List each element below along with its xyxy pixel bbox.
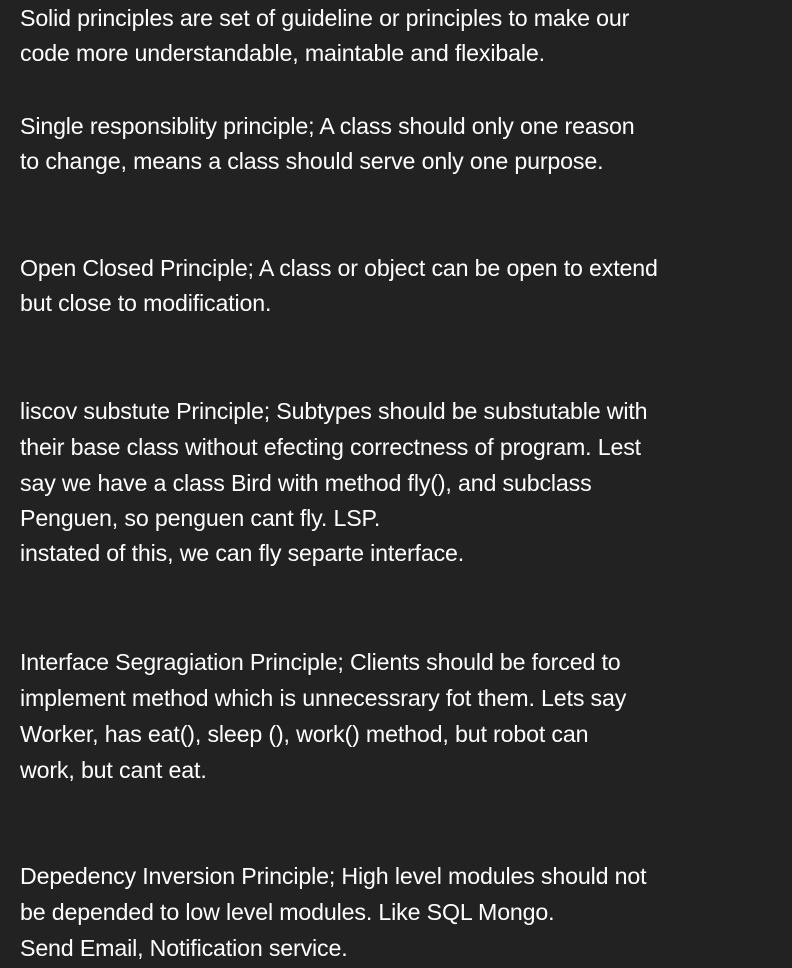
text-line: Send Email, Notification service. <box>20 935 348 961</box>
text-line: say we have a class Bird with method fly(), and subclass <box>20 470 592 496</box>
text-line: Solid principles are set of guideline or principles to make our <box>20 5 630 31</box>
text-line: to change, means a class should serve only one purpose. <box>20 148 604 174</box>
text-line: Open Closed Principle; A class or object can be open to extend <box>20 255 658 281</box>
text-line: instated of this, we can fly separte interface. <box>20 540 465 566</box>
text-line: implement method which is unnecessrary fot them. Lets say <box>20 685 627 711</box>
text-line: be depended to low level modules. Like SQL Mongo. <box>20 899 555 925</box>
text-line: Interface Segragiation Principle; Clients should be forced to <box>20 649 621 675</box>
text-line: code more understandable, maintable and flexibale. <box>20 40 545 66</box>
text-line: liscov substute Principle; Subtypes should be substutable with <box>20 398 648 424</box>
text-line: Worker, has eat(), sleep (), work() method, but robot can <box>20 721 589 747</box>
text-line: Depedency Inversion Principle; High level modules should not <box>20 863 647 889</box>
text-line: Single responsiblity principle; A class should only one reason <box>20 113 635 139</box>
text-line: Penguen, so penguen cant fly. LSP. <box>20 505 381 531</box>
text-line: their base class without efecting correctness of program. Lest <box>20 434 641 460</box>
text-line: but close to modification. <box>20 290 272 316</box>
text-line: work, but cant eat. <box>20 757 207 783</box>
